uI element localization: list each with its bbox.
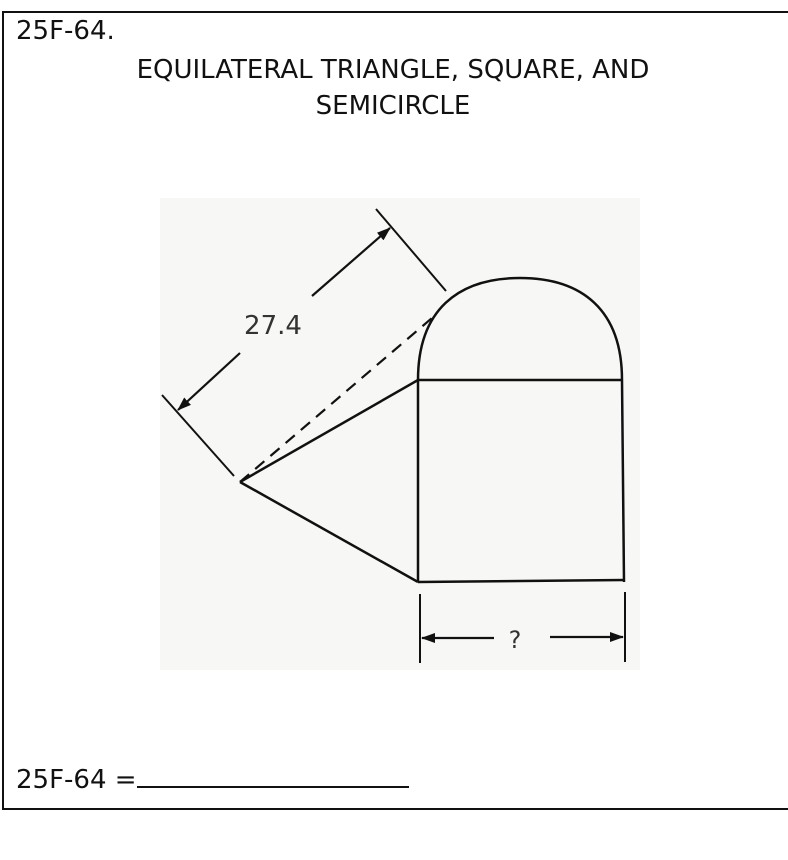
semicircle-arc [418,278,622,380]
extension-line-upper [376,209,446,291]
answer-label: 25F-64 = [16,765,137,795]
answer-row [16,760,409,796]
title-line-2: SEMICIRCLE [315,91,471,121]
problem-number: 25F-64. [16,16,115,46]
triangle-upper-edge [240,380,418,482]
dimension-arrow-lower [178,353,240,410]
title-line-1: EQUILATERAL TRIANGLE, SQUARE, AND [136,55,650,85]
extension-line-lower [162,395,234,476]
dimension-label-27-4: 27.4 [244,311,302,341]
dimension-arrow-upper [312,228,390,296]
answer-blank[interactable] [137,760,409,788]
square-right-edge [622,380,624,582]
dashed-extension-line [240,318,432,482]
triangle-lower-edge [240,482,418,582]
unknown-side-label: ? [508,626,522,654]
square-bottom-edge [418,580,624,582]
